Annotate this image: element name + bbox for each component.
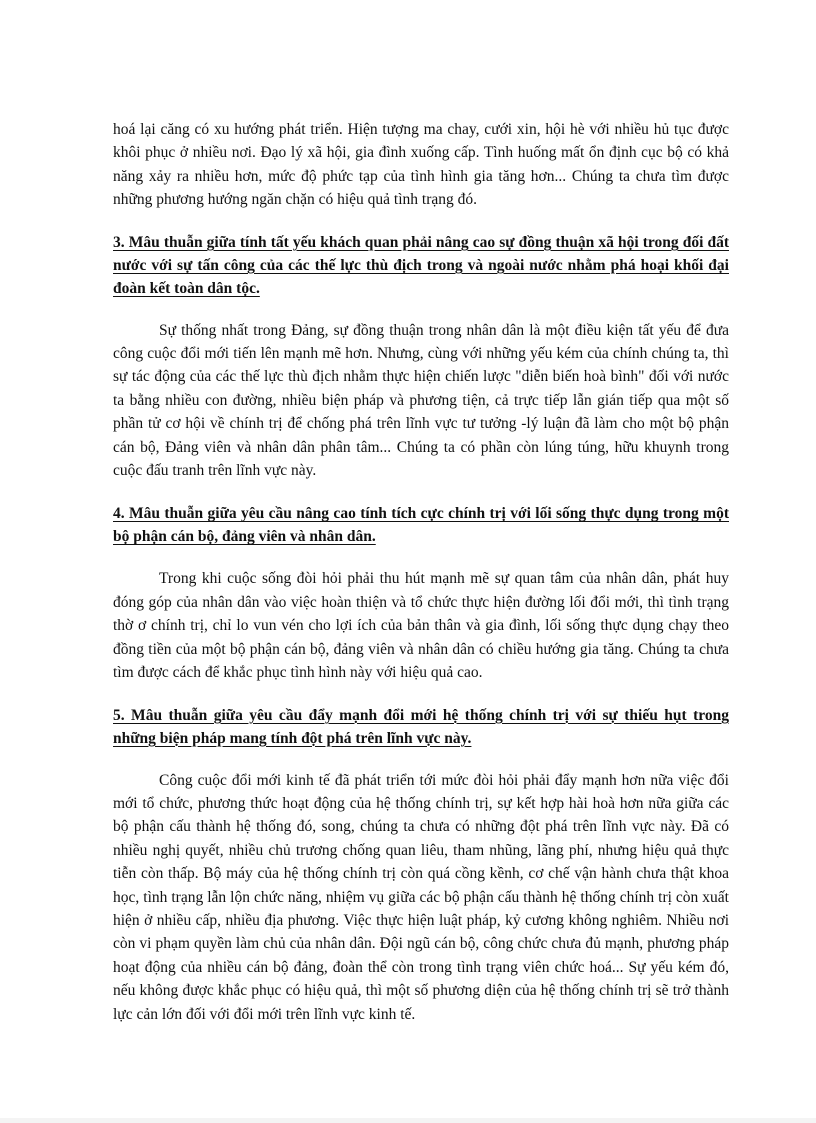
- section-heading-3: 3. Mâu thuẫn giữa tính tất yếu khách quan phải nâng cao sự đồng thuận xã hội trong đối đất nước với sự tấn công của các thế lực thù địch trong và ngoài nước nhằm phá hoại khối đại đoàn kết toàn dân tộc.: [113, 233, 729, 297]
- paragraph-continued: hoá lại căng có xu hướng phát triển. Hiện tượng ma chay, cưới xin, hội hè với nhiều hủ tục được khôi phục ở nhiều nơi. Đạo lý xã hội, gia đình xuống cấp. Tình huống mất ổn định cục bộ có khả năng xảy ra nhiều hơn, mức độ phức tạp của tình hình gia tăng hơn... Chúng ta chưa tìm được những phương hướng ngăn chặn có hiệu quả tình trạng đó.: [113, 121, 729, 209]
- page-bottom-edge: [0, 1118, 816, 1123]
- document-body: [113, 118, 729, 1026]
- section-paragraph-3: Sự thống nhất trong Đảng, sự đồng thuận trong nhân dân là một điều kiện tất yếu để đưa công cuộc đổi mới tiến lên mạnh mẽ hơn. Nhưng, cùng với những yếu kém của chính chúng ta, thì sự tác động của các thế lực thù địch nhằm thực hiện chiến lược "diễn biến hoà bình" đối với nước ta bằng nhiều con đường, nhiều biện pháp và phương tiện, cả trực tiếp lẫn gián tiếp qua một số phần tử cơ hội về chính trị để chống phá trên lĩnh vực tư tưởng -lý luận đã làm cho một bộ phận cán bộ, Đảng viên và nhân dân phân tâm... Chúng ta có phần còn lúng túng, hữu khuynh trong cuộc đấu tranh trên lĩnh vực này.: [113, 321, 729, 480]
- section-paragraph-4: Trong khi cuộc sống đòi hỏi phải thu hút mạnh mẽ sự quan tâm của nhân dân, phát huy đóng góp của nhân dân vào việc hoàn thiện và tổ chức thực hiện đường lối đổi mới, thì tình trạng thờ ơ chính trị, chỉ lo vun vén cho lợi ích của bản thân và gia đình, lối sống thực dụng chạy theo đồng tiền của một bộ phận cán bộ, đảng viên và nhân dân có chiều hướng gia tăng. Chúng ta chưa tìm được cách để khắc phục tình hình này với hiệu quả cao.: [113, 570, 729, 682]
- section-paragraph-5: Công cuộc đổi mới kinh tế đã phát triển tới mức đòi hỏi phải đẩy mạnh hơn nữa việc đổi mới tổ chức, phương thức hoạt động của hệ thống chính trị, sự kết hợp hài hoà hơn nữa giữa các bộ phận cấu thành hệ thống đó, song, chúng ta chưa có những đột phá trên lĩnh vực này. Đã có nhiều nghị quyết, nhiều chủ trương chống quan liêu, tham nhũng, lãng phí, nhưng hiệu quả thực tiễn còn thấp. Bộ máy của hệ thống chính trị còn quá cồng kềnh, cơ chế vận hành chưa thật khoa học, tình trạng lẫn lộn chức năng, nhiệm vụ giữa các bộ phận cấu thành hệ thống chính trị còn xuất hiện ở nhiều cấp, nhiều địa phương. Việc thực hiện luật pháp, kỷ cương không nghiêm. Nhiều nơi còn vi phạm quyền làm chủ của nhân dân. Đội ngũ cán bộ, công chức chưa đủ mạnh, phương pháp hoạt động của nhiều cán bộ đảng, đoàn thể còn trong tình trạng viên chức hoá... Sự yếu kém đó, nếu không được khắc phục có hiệu quả, thì một số phương diện của hệ thống chính trị sẽ trở thành lực cản lớn đối với đổi mới trên lĩnh vực kinh tế.: [113, 771, 729, 1023]
- section-heading-4: 4. Mâu thuẫn giữa yêu cầu nâng cao tính tích cực chính trị với lối sống thực dụng trong một bộ phận cán bộ, đảng viên và nhân dân.: [113, 505, 729, 546]
- section-heading-5: 5. Mâu thuẫn giữa yêu cầu đẩy mạnh đổi mới hệ thống chính trị với sự thiếu hụt trong những biện pháp mang tính đột phá trên lĩnh vực này.: [113, 706, 729, 747]
